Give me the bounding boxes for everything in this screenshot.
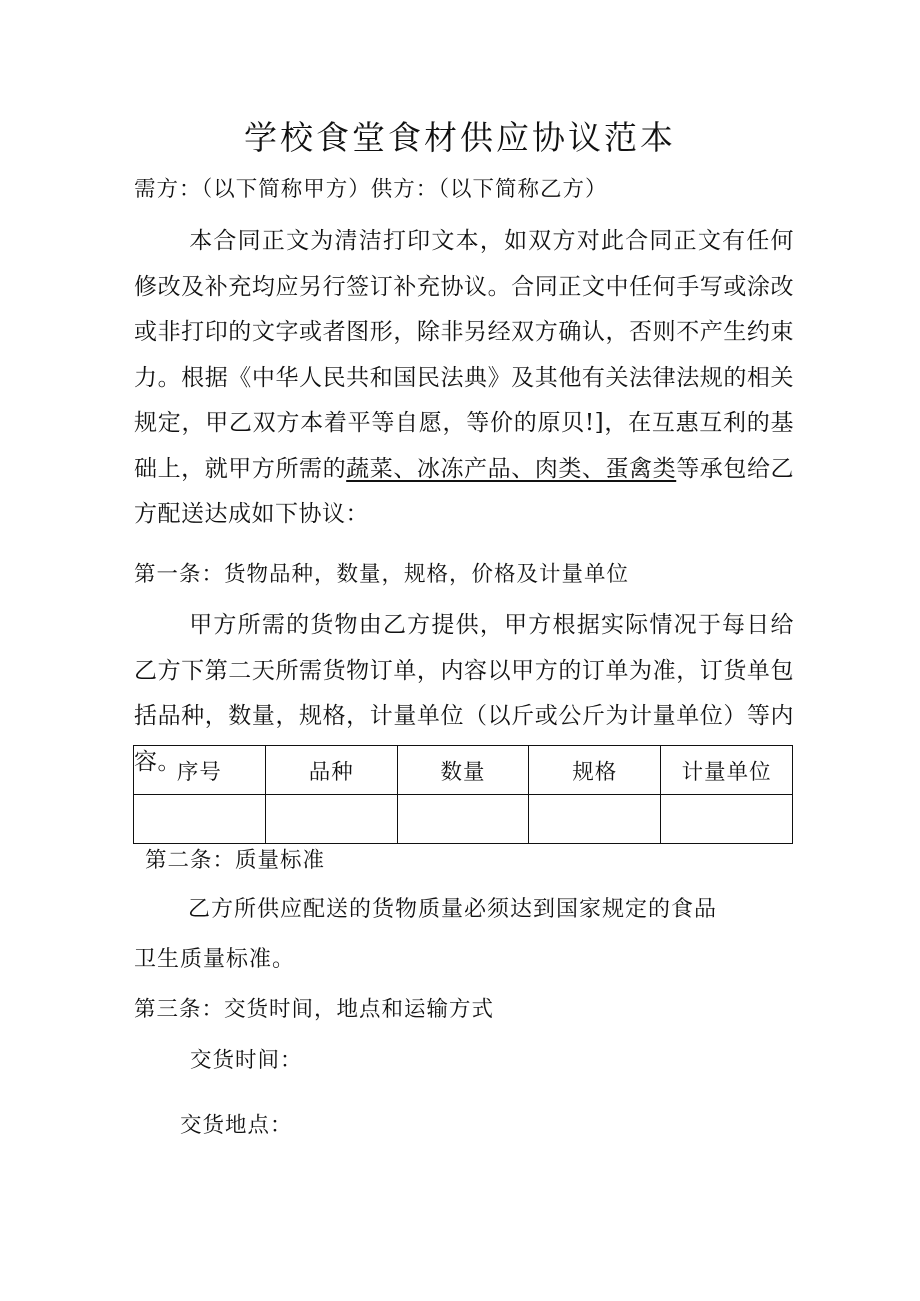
goods-table [133,745,793,844]
intro-underlined-items: 蔬菜、冰冻产品、肉类、蛋禽类 [346,455,677,482]
article-2-body-line-2: 卫生质量标准。 [134,947,296,972]
header-cell-variety: 品种 [265,746,397,795]
delivery-place-label: 交货地点： [180,1113,293,1138]
header-cell-spec: 规格 [529,746,661,795]
intro-text-after: 等承包给乙方配送达成如下协议： [134,455,795,527]
table-cell [397,795,529,844]
article-1-body: 甲方所需的货物由乙方提供，甲方根据实际情况于每日给乙方下第二天所需货物订单，内容以甲方的订单为准，订货单包括品种，数量，规格，计量单位（以斤或公斤为计量单位）等内容。 [134,612,794,775]
parties-line: 需方：（以下简称甲方）供方：（以下简称乙方） [134,177,608,202]
article-2-body-line-1: 乙方所供应配送的货物质量必须达到国家规定的食品 [188,897,718,922]
table-row [134,795,793,844]
table-cell [529,795,661,844]
article-2-heading: 第二条：质量标准 [145,848,326,873]
table-cell [265,795,397,844]
document-title: 学校食堂食材供应协议范本 [244,118,676,157]
intro-paragraph [134,219,794,538]
article-3-heading: 第三条：交货时间，地点和运输方式 [134,997,495,1022]
header-cell-unit: 计量单位 [661,746,793,795]
table-header-row [134,746,793,795]
delivery-time-label: 交货时间： [190,1048,303,1073]
article-1-heading: 第一条：货物品种，数量，规格，价格及计量单位 [134,562,630,587]
intro-text-before: 本合同正文为清洁打印文本，如双方对此合同正文有任何修改及补充均应另行签订补充协议。合同正文中任何手写或涂改或非打印的文字或者图形，除非另经双方确认，否则不产生约束力。根据《中华人民共和国民法典》及其他有关法律法规的相关规定，甲乙双方本着平等自愿，等价的原贝!]，在互惠互利的基础上，就甲方所需的 [134,228,794,482]
table-cell [661,795,793,844]
header-cell-serial: 序号 [134,746,266,795]
header-cell-quantity: 数量 [397,746,529,795]
table-cell [134,795,266,844]
